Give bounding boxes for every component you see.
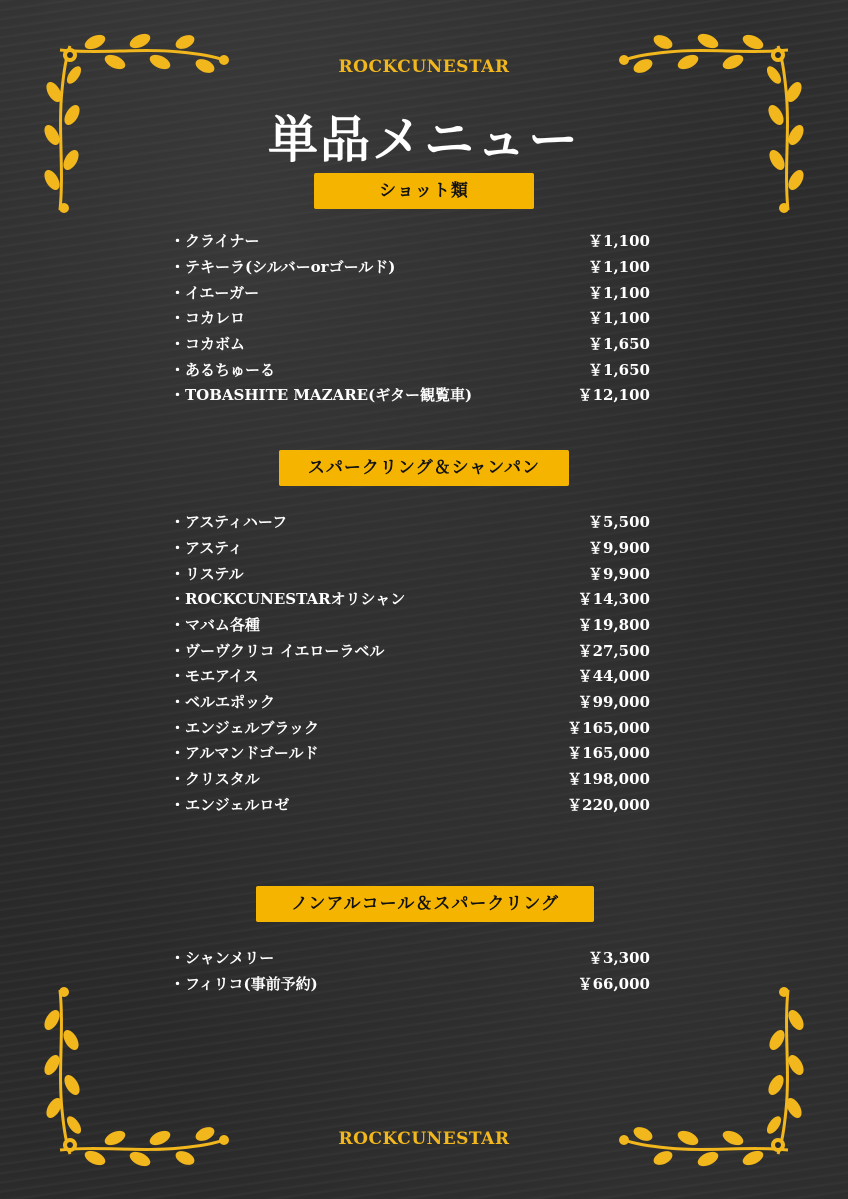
- item-price: ￥198,000: [567, 770, 650, 788]
- item-price: ￥165,000: [567, 744, 650, 762]
- item-price: ￥27,500: [577, 642, 650, 660]
- menu-item: [170, 793, 650, 818]
- menu-item: [170, 767, 650, 792]
- item-name: ・マバム各種: [170, 616, 260, 634]
- menu-item: [170, 741, 650, 766]
- menu-item: [170, 716, 650, 741]
- item-name: ・クライナー: [170, 232, 260, 250]
- menu-item: [170, 664, 650, 689]
- item-name: ・TOBASHITE MAZARE(ギター観覧車): [170, 386, 473, 404]
- section-header-shots: ショット類: [314, 173, 534, 209]
- item-price: ￥44,000: [577, 667, 650, 685]
- menu-item: [170, 358, 650, 383]
- item-name: ・あるちゅーる: [170, 361, 276, 379]
- menu-item: [170, 587, 650, 612]
- section-header-sparkling-champagne: スパークリング＆シャンパン: [279, 450, 569, 486]
- item-name: ・ROCKCUNESTARオリシャン: [170, 590, 406, 608]
- menu-item: [170, 229, 650, 254]
- brand-name-top: ROCKCUNESTAR: [338, 57, 510, 77]
- item-name: ・モエアイス: [170, 667, 259, 685]
- item-price: ￥9,900: [588, 539, 650, 557]
- item-price: ￥5,500: [588, 513, 650, 531]
- menu-item: [170, 536, 650, 561]
- item-name: ・アスティハーフ: [170, 513, 288, 531]
- item-price: ￥1,650: [588, 335, 650, 353]
- item-name: ・ベルエポック: [170, 693, 276, 711]
- section-header-non-alcohol-sparkling: ノンアルコール＆スパークリング: [256, 886, 594, 922]
- item-price: ￥19,800: [577, 616, 650, 634]
- menu-item: [170, 972, 650, 997]
- item-name: ・シャンメリー: [170, 949, 275, 967]
- page-title: 単品メニュー: [268, 110, 580, 169]
- item-price: ￥99,000: [577, 693, 650, 711]
- item-name: ・アルマンドゴールド: [170, 744, 319, 762]
- item-name: ・フィリコ(事前予約): [170, 975, 318, 993]
- item-price: ￥9,900: [588, 565, 650, 583]
- menu-item: [170, 306, 650, 331]
- item-name: ・エンジェルロゼ: [170, 796, 290, 814]
- menu-item: [170, 332, 650, 357]
- item-name: ・コカレロ: [170, 309, 246, 327]
- menu-item: [170, 613, 650, 638]
- item-price: ￥3,300: [588, 949, 650, 967]
- item-price: ￥1,650: [588, 361, 650, 379]
- item-name: ・コカボム: [170, 335, 246, 353]
- item-name: ・エンジェルブラック: [170, 719, 320, 737]
- menu-item: [170, 383, 650, 408]
- item-name: ・テキーラ(シルバーorゴールド): [170, 258, 396, 276]
- item-price: ￥1,100: [588, 309, 650, 327]
- item-name: ・クリスタル: [170, 770, 260, 788]
- item-name: ・リステル: [170, 565, 244, 583]
- menu-item: [170, 639, 650, 664]
- menu-item: [170, 562, 650, 587]
- item-price: ￥12,100: [577, 386, 650, 404]
- item-price: ￥1,100: [588, 258, 650, 276]
- item-price: ￥1,100: [588, 232, 650, 250]
- menu-item: [170, 281, 650, 306]
- menu-item: [170, 946, 650, 971]
- item-price: ￥220,000: [567, 796, 650, 814]
- item-name: ・イエーガー: [170, 284, 260, 302]
- item-price: ￥1,100: [588, 284, 650, 302]
- item-price: ￥66,000: [577, 975, 650, 993]
- menu-item: [170, 690, 650, 715]
- item-name: ・アスティ: [170, 539, 243, 557]
- brand-name-bottom: ROCKCUNESTAR: [338, 1129, 510, 1149]
- item-name: ・ヴーヴクリコ イエローラベル: [170, 642, 385, 660]
- item-price: ￥165,000: [567, 719, 650, 737]
- menu-item: [170, 255, 650, 280]
- item-price: ￥14,300: [577, 590, 650, 608]
- menu-item: [170, 510, 650, 535]
